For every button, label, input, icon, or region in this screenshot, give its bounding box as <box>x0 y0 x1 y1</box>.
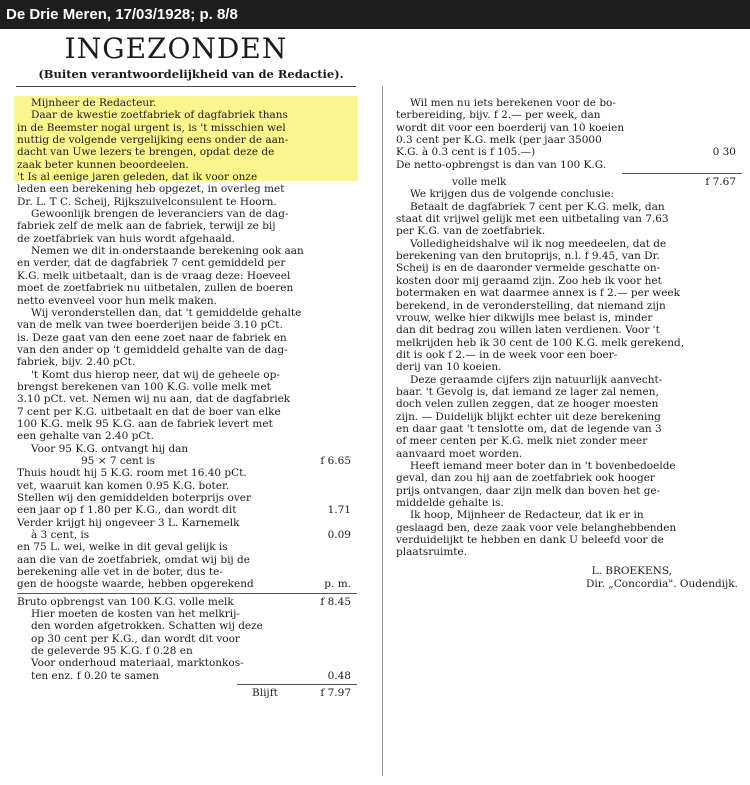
text-line: staat dit vrijwel gelijk met een uitbetaling van 7.63 <box>396 213 669 226</box>
text-line: Verder krijgt hij ongeveer 3 L. Karnemelk <box>17 516 240 529</box>
text-line: Daar de kwestie zoetfabriek of dagfabriek thans <box>31 109 288 122</box>
text-line: Nemen we dit in onderstaande berekening ook aan <box>31 245 304 258</box>
text-line: de geleverde 95 K.G. f 0.28 en <box>31 645 193 658</box>
calc-label: ten enz. f 0.20 te samen <box>31 669 160 682</box>
section-heading: INGEZONDEN <box>64 32 288 65</box>
calc-value: p. m. <box>324 578 351 591</box>
calc-label: K.G. à 0.3 cent is f 105.—) <box>396 146 536 159</box>
calc-row <box>396 146 742 158</box>
bruto-value: f 8.45 <box>320 595 351 608</box>
calc-row <box>17 670 357 682</box>
calc-value: f 6.65 <box>320 454 351 467</box>
text-line: Ik hoop, Mijnheer de Redacteur, dat ik er in <box>410 509 644 522</box>
text-line: dacht van Uwe lezers te brengen, opdat deze de <box>17 146 275 159</box>
text-line: berekening van den brutoprijs, n.l. f 9.45, van Dr. <box>396 250 660 263</box>
left-column <box>17 97 357 700</box>
text-line: Voor onderhoud materiaal, marktonkos- <box>31 657 244 670</box>
text-line: nuttig de volgende vergelijking eens onder de aan- <box>17 134 289 147</box>
text-line: 3.10 pCt. vet. Nemen wij nu aan, dat de dagfabriek <box>17 393 291 406</box>
text-line: zaak beter kunnen beoordeelen. <box>17 158 189 171</box>
text-line: vet, waaruit kan komen 0.95 K.G. boter. <box>17 479 230 492</box>
signature-name: L. BROEKENS, <box>591 564 672 577</box>
text-line: fabriek zelf de melk aan de fabriek, terwijl ze bij <box>17 220 276 233</box>
calc-row <box>17 504 357 516</box>
heading-rule <box>16 86 356 87</box>
text-line: De netto-opbrengst is dan van 100 K.G. <box>396 158 607 171</box>
text-line: van de melk van twee boerderijen beide 3.10 pCt. <box>17 319 283 332</box>
calc-row <box>17 529 357 541</box>
text-line: den worden afgetrokken. Schatten wij deze <box>31 620 263 633</box>
sum-rule <box>17 593 357 594</box>
calc-label: à 3 cent, is <box>31 529 90 542</box>
text-line: verduidelijkt te hebben en dank U beleefd voor de <box>396 534 664 547</box>
text-line: Stellen wij den gemiddelden boterprijs over <box>17 492 251 504</box>
text-line: vrouw, welke hier dikwijls mee belast is, minder <box>396 311 653 324</box>
sum-rule <box>622 173 742 174</box>
text-line: dan dit bedrag zou willen laten verdienen. Voor 't <box>396 324 660 337</box>
text-line: 0.3 cent per K.G. melk (per jaar 35000 <box>396 134 602 147</box>
text-line: wordt dit voor een boerderij van 10 koeien <box>396 121 625 134</box>
calc-label: 95 × 7 cent is <box>81 454 156 467</box>
netto-value: f 7.67 <box>705 176 736 189</box>
text-line: en verder, dat de dagfabriek 7 cent gemiddeld per <box>17 257 286 270</box>
text-line: doch velen zullen zeggen, dat ze hooger moesten <box>396 398 659 411</box>
calc-value: 1.71 <box>327 504 351 517</box>
text-line: Heeft iemand meer boter dan in 't bovenbedoelde <box>410 459 676 472</box>
netto-label: volle melk <box>452 176 507 189</box>
calc-label: Voor 95 K.G. ontvangt hij dan <box>31 442 189 455</box>
text-line: berekend, in de veronderstelling, dat niemand zijn <box>396 299 666 312</box>
text-line: geval, dan zou hij aan de zoetfabriek ook hooger <box>396 472 655 485</box>
calc-label: een jaar op f 1.80 per K.G., dan wordt dit <box>17 504 237 517</box>
text-line: brengst berekenen van 100 K.G. volle melk met <box>17 380 271 393</box>
calc-label: gen de hoogste waarde, hebben opgerekend <box>17 578 254 591</box>
bruto-row <box>17 596 357 608</box>
text-line: en 75 L. wei, welke in dit geval gelijk is <box>17 541 228 554</box>
text-line: Scheij is en de daaronder vermelde geschatte on- <box>396 262 661 275</box>
text-line: Volledigheidshalve wil ik nog meedeelen, dat de <box>410 237 667 250</box>
text-line: prijs ontvangen, daar zijn melk dan boven het ge- <box>396 484 661 497</box>
text-line: aan die van de zoetfabriek, omdat wij bij de <box>17 553 250 566</box>
salutation: Mijnheer de Redacteur. <box>31 97 157 109</box>
text-line: Dr. L. T C. Scheij, Rijkszuivelconsulent te Hoorn. <box>17 195 277 208</box>
text-line: Gewoonlijk brengen de leveranciers van de dag- <box>31 208 289 221</box>
text-line: zijn. — Duidelijk blijkt echter uit deze berekening <box>396 410 661 423</box>
text-line: in de Beemster nogal urgent is, is 't misschien wel <box>17 121 286 134</box>
text-line: baar. 't Gevolg is, dat iemand ze lager zal nemen, <box>396 385 659 398</box>
right-column <box>396 97 742 591</box>
text-line: van den ander op 't gemiddeld gehalte van de dag- <box>17 343 288 356</box>
text-line: netto evenveel voor hun melk maken. <box>17 294 217 307</box>
text-line: moet de zoetfabriek nu uitbetalen, zullen de boeren <box>17 282 294 295</box>
text-line: op 30 cent per K.G., dan wordt dit voor <box>31 632 240 645</box>
text-line: geslaagd ben, deze zaak voor vele belanghebbenden <box>396 521 677 534</box>
sum-rule <box>237 684 357 685</box>
text-line: 't Is al eenige jaren geleden, dat ik voor onze <box>17 171 258 184</box>
text-line: Wij veronderstellen dan, dat 't gemiddelde gehalte <box>31 306 302 319</box>
signature-role: Dir. „Concordia". Oudendijk. <box>585 577 738 590</box>
text-line: berekening alle vet in de boter, dus te- <box>17 566 223 579</box>
text-line: per K.G. van de zoetfabriek. <box>396 225 546 238</box>
blijft-value: f 7.97 <box>320 687 351 700</box>
text-line: leden een berekening heb opgezet, in overleg met <box>17 183 285 196</box>
text-line: derij van 10 koeien. <box>396 361 502 374</box>
text-line: middelde gehalte is. <box>396 497 504 509</box>
text-line: de zoetfabriek van huis wordt afgehaald. <box>17 232 236 245</box>
text-line: dit is ook f 2.— in de week voor een boer- <box>396 348 618 361</box>
text-line: 7 cent per K.G. uitbetaalt en dat de boer van elke <box>17 405 281 418</box>
netto-row <box>396 176 742 188</box>
text-line: Hier moeten de kosten van het melkrij- <box>31 608 240 621</box>
text-line: een gehalte van 2.40 pCt. <box>17 430 154 443</box>
text-line: Betaalt de dagfabriek 7 cent per K.G. melk, dan <box>410 200 665 213</box>
text-line: plaatsruimte. <box>396 546 468 559</box>
text-line: We krijgen dus de volgende conclusie: <box>410 188 615 201</box>
text-line: 't Komt dus hierop neer, dat wij de geheele op- <box>31 368 280 381</box>
text-line: is. Deze gaat van den eene zoet naar de fabriek en <box>17 331 287 344</box>
archive-header: De Drie Meren, 17/03/1928; p. 8/8 <box>0 0 750 29</box>
text-line: Thuis houdt hij 5 K.G. room met 16.40 pCt. <box>17 467 247 480</box>
calc-row <box>17 455 357 467</box>
text-line: en daar gaat 't tenslotte om, dat de legende van 3 <box>396 422 662 435</box>
text-line: melkrijden heb ik 30 cent de 100 K.G. melk gerekend, <box>396 336 685 349</box>
calc-value: 0.09 <box>327 529 351 542</box>
text-line: fabriek, bijv. 2.40 pCt. <box>17 356 136 369</box>
calc-row <box>17 578 357 590</box>
bruto-label: Bruto opbrengst van 100 K.G. volle melk <box>17 595 234 608</box>
text-line: of meer centen per K.G. melk niet zonder meer <box>396 435 648 448</box>
text-line: K.G. melk uitbetaalt, dan is de vraag deze: Hoeveel <box>17 269 291 282</box>
section-subheading: (Buiten verantwoordelijkheid van de Redactie). <box>38 67 344 81</box>
column-divider <box>382 86 383 776</box>
text-line: kosten door mij geraamd zijn. Zoo heb ik voor het <box>396 274 662 287</box>
text-line: Wil men nu iets berekenen voor de bo- <box>410 97 616 109</box>
text-line: aanvaard moet worden. <box>396 447 523 460</box>
blijft-row <box>17 687 357 699</box>
text-line: terbereiding, bijv. f 2.— per week, dan <box>396 109 601 122</box>
calc-value: 0.48 <box>327 669 351 682</box>
text-line: 100 K.G. melk 95 K.G. aan de fabriek levert met <box>17 417 273 430</box>
blijft-label: Blijft <box>252 687 278 700</box>
calc-value: 0 30 <box>712 146 736 159</box>
text-line: botermaken en wat daarmee annex is f 2.— per week <box>396 287 680 300</box>
text-line: Deze geraamde cijfers zijn natuurlijk aanvecht- <box>410 373 663 386</box>
